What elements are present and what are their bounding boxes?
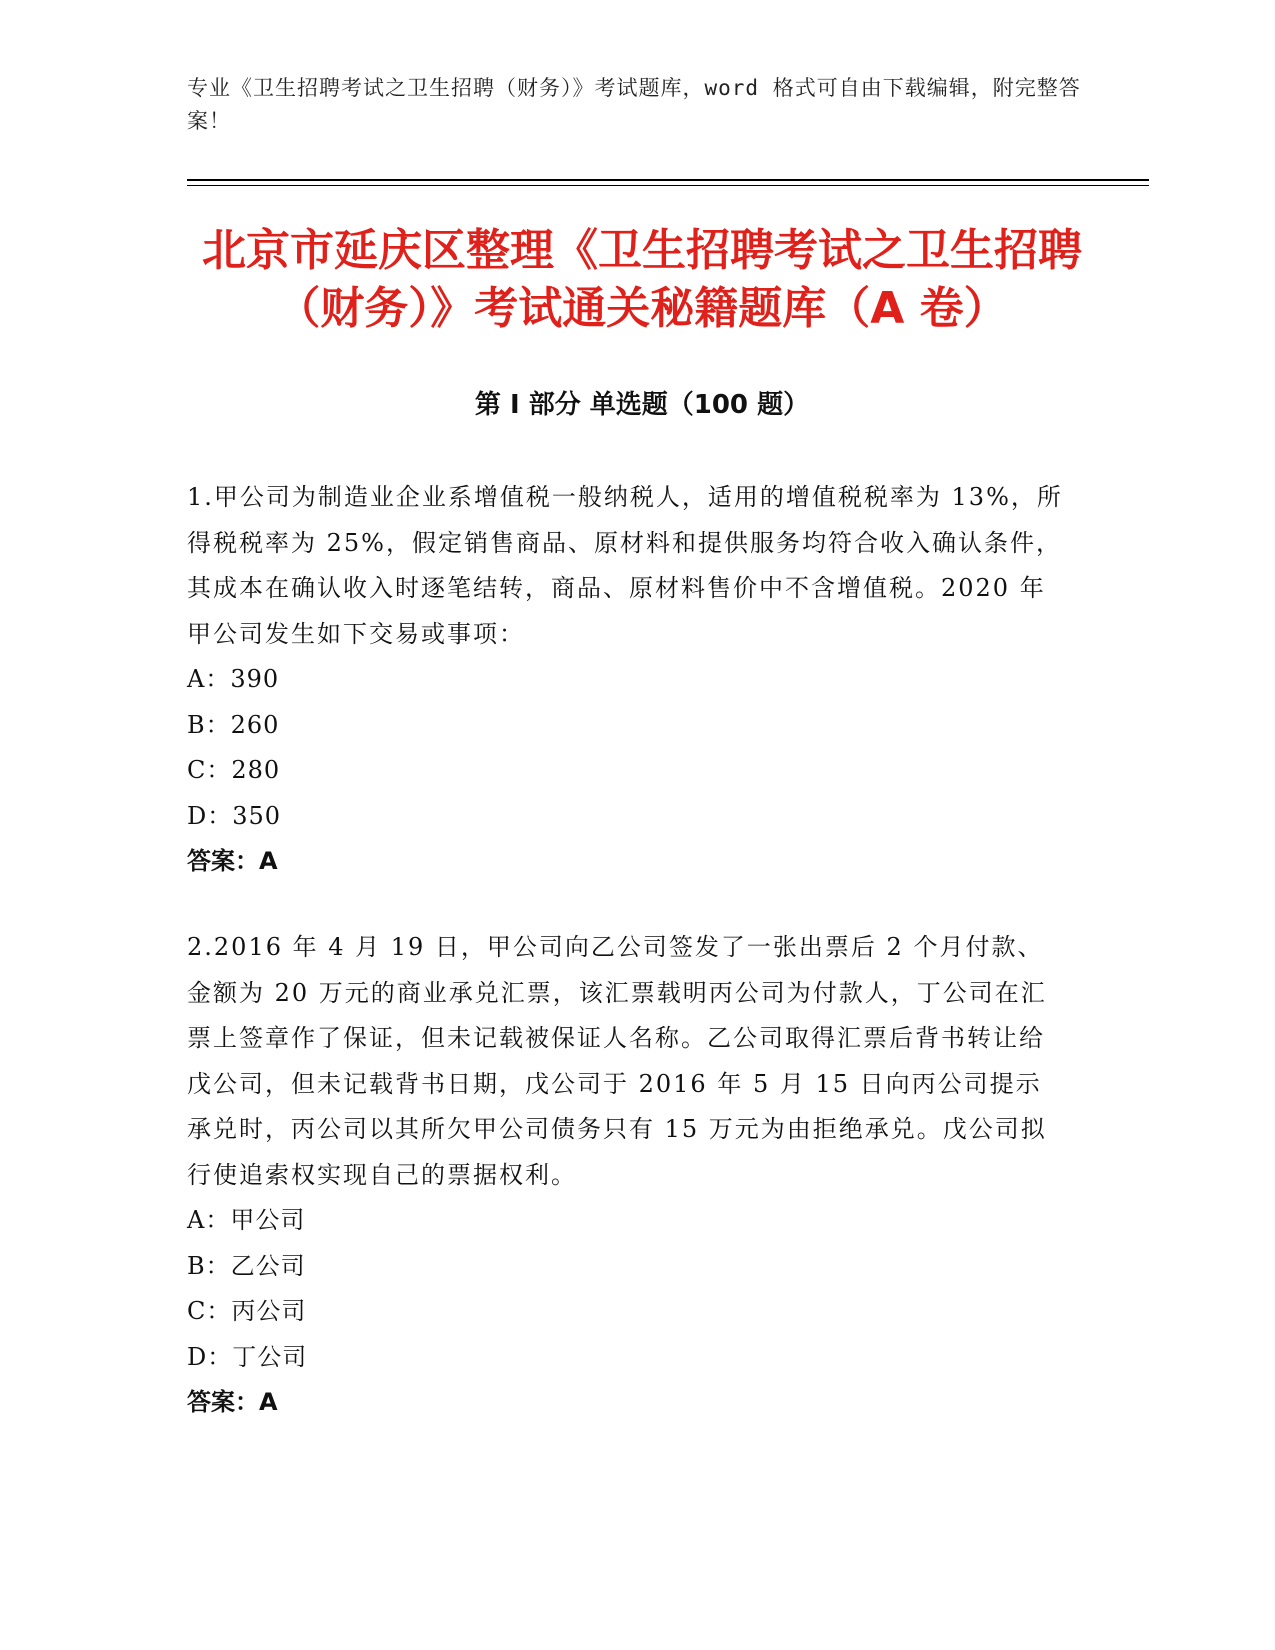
answer: 答案：A <box>187 1388 278 1416</box>
option-b: B：乙公司 <box>187 1251 306 1280</box>
option-d: D：丁公司 <box>187 1342 308 1371</box>
question-stem: 2.2016 年 4 月 19 日，甲公司向乙公司签发了一张出票后 2 个月付款、金额为 20 万元的商业承兑汇票，该汇票载明丙公司为付款人，丁公司在汇票上签章作了保证，但未记载被保证人名称。乙公司取得汇票后背书转让给戊公司，但未记载背书日期，戊公司于 2016 年 5 月 15 日向丙公司提示承兑时，丙公司以其所欠甲公司债务只有 15 万元为由拒绝承兑。戊公司拟行使追索权实现自己的票据权利。 <box>187 933 1047 1189</box>
question-2 <box>187 925 1067 1426</box>
question-1 <box>187 475 1067 885</box>
option-c: C：280 <box>187 756 281 784</box>
question-stem: 1.甲公司为制造业企业系增值税一般纳税人，适用的增值税税率为 13%，所得税税率为 25%，假定销售商品、原材料和提供服务均符合收入确认条件，其成本在确认收入时逐笔结转，商品、原材料售价中不含增值税。2020 年甲公司发生如下交易或事项： <box>187 483 1063 648</box>
option-b: B：260 <box>187 710 280 739</box>
header-divider-thick <box>187 179 1149 181</box>
header-divider-thin <box>187 185 1149 186</box>
header-note: 专业《卫生招聘考试之卫生招聘（财务）》考试题库，word 格式可自由下载编辑，附完整答案！ <box>187 76 1081 133</box>
option-a: A：390 <box>187 665 280 693</box>
answer: 答案：A <box>187 847 278 875</box>
option-c: C：丙公司 <box>187 1297 307 1325</box>
option-a: A：甲公司 <box>187 1206 306 1234</box>
document-title: 北京市延庆区整理《卫生招聘考试之卫生招聘（财务）》考试通关秘籍题库（A 卷） <box>202 225 1082 334</box>
section-title: 第 I 部分 单选题（100 题） <box>474 390 810 420</box>
option-d: D：350 <box>187 801 282 830</box>
